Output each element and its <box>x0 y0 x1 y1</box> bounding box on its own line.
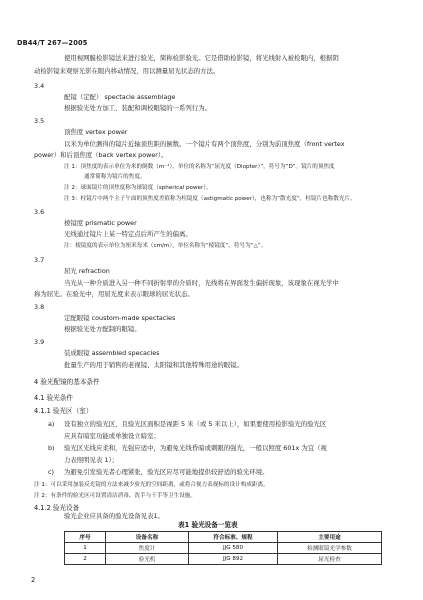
list-item: 验光区光线应柔和，光强应适中，为避免光线昏暗或刺眼的强光，一般以照度 601x 为宜（视 <box>64 444 327 452</box>
list-item: 力表照明见表 1）； <box>64 456 119 464</box>
note: 注 1：可以采用加装反光镜的方法来减少验光的空间距离，或将合视力表视标的设计构成距离。 <box>34 482 269 488</box>
table-cell: 焦度计 <box>106 543 189 554</box>
list-label: b) <box>48 444 55 452</box>
note: 注：棱镜度的表示单位为厘米每米（cm/m），单位名称为“棱镜度”，符号为“△”。 <box>64 243 267 249</box>
subsection-heading: 4.1 验光条件 <box>34 394 73 402</box>
clause-number: 3.6 <box>34 208 45 216</box>
term-definition: power）和后顶焦度（back vertex power）。 <box>34 151 168 159</box>
term-title: 棱镜度 prismatic power <box>64 219 137 227</box>
table-row <box>65 543 382 554</box>
term-definition: 根据验光处方加工、装配和调校眼镜的一系列行为。 <box>64 104 211 112</box>
table-cell: JJG 580 <box>189 543 278 554</box>
equipment-table <box>64 531 382 565</box>
note: 注 3：柱镜片中两个主子午面的顶焦度差值称为柱镜度（astigmatic power），也称为“散光度”，柱镜片也称散光片。 <box>64 196 356 202</box>
clause-number: 3.4 <box>34 82 45 90</box>
term-definition: 批量生产的用于销售的老视镜、太阳镜和其他特殊用途的眼镜。 <box>64 361 243 369</box>
term-title: 顶焦度 vertex power <box>64 128 128 136</box>
table-header-cell: 设备名称 <box>106 532 189 543</box>
clause-number: 3.5 <box>34 117 45 125</box>
table-cell: 验光机 <box>106 554 189 565</box>
table-cell: 1 <box>65 543 106 554</box>
note: 注 2：有条件的验光区可设置清洁消毒、洗手与干手等卫生设施。 <box>34 493 196 499</box>
table-header-cell: 序号 <box>65 532 106 543</box>
term-definition: 光线通过镜片上某一特定点后所产生的偏离。 <box>64 230 192 238</box>
table-header-cell: 主要用途 <box>278 532 382 543</box>
table-cell: 检测眼镜光学参数 <box>278 543 382 554</box>
term-title: 配镜（定配） spectacle assemblage <box>64 93 176 101</box>
table-cell: 2 <box>65 554 106 565</box>
standard-header: DB44/T 267—2005 <box>17 39 88 47</box>
term-definition: 以米为单位测得的镜片近轴顶焦距的倒数。一个镜片有两个顶焦度，分别为前顶焦度（front vertex <box>64 140 345 148</box>
clause-number: 3.9 <box>34 338 45 346</box>
list-item: 为避免引发验光者心理紧张，验光区应尽可能地提供较舒适的验光环境。 <box>64 468 269 476</box>
subsection-heading: 4.1.1 验光区（室） <box>34 407 93 415</box>
term-title: 屈光 refraction <box>64 267 110 275</box>
page-number: 2 <box>31 576 36 584</box>
list-item: 设有独立的验光区，且验光区面积是视距 5 米（或 5 米以上），如果要使用检影验光的验光区 <box>64 420 327 428</box>
table-cell: JJG 892 <box>189 554 278 565</box>
note: 通常简称为镜片的焦度。 <box>84 174 146 180</box>
table-row <box>65 554 382 565</box>
note: 注 2：球面镜片的顶焦度称为球镜度（spherical power）。 <box>64 185 212 191</box>
term-definition: 称为屈光。在验光中，用屈光度来表示眼球的屈光状态。 <box>34 290 194 298</box>
table-header-cell: 符合标准、规程 <box>189 532 278 543</box>
list-label: a) <box>48 420 55 428</box>
table-cell: 屈光检查 <box>278 554 382 565</box>
section-heading: 4 验光配镜的基本条件 <box>34 378 100 386</box>
intro-line-1: 使用视网膜检影镜法来进行验光，简称检影验光。它是借助检影镜，将光线射入被检眼内，根据阴 <box>64 54 339 62</box>
term-definition: 根据验光处方配制的眼镜。 <box>64 325 141 333</box>
term-definition: 当光从一种介质进入另一种不同折射率的介质时，光线将在界面发生偏折现象，该现象在视光学中 <box>64 279 339 287</box>
subsection-heading: 4.1.2 验光设备 <box>34 504 80 512</box>
paragraph: 验光企业应具备的验光设备见表1。 <box>64 512 164 520</box>
table-header-row <box>65 532 382 543</box>
note: 注 1：顶焦度的表示单位为米的倒数（m⁻¹），单位的名称为“屈光度（Diopter）”，符号为“D”。镜片的顶焦度 <box>64 164 335 170</box>
list-label: c) <box>48 468 55 476</box>
clause-number: 3.8 <box>34 303 45 311</box>
term-title: 定配眼镜 coustom-made spectacles <box>64 314 176 322</box>
intro-line-2: 动检影镜来观察光影在眼内移动情况，用以测量屈光状态的方法。 <box>34 67 220 75</box>
term-title: 装成眼镜 assembled specacles <box>64 349 160 357</box>
table-caption: 表1 验光设备一览表 <box>178 521 238 529</box>
clause-number: 3.7 <box>34 256 45 264</box>
list-item: 应具有暗室功能或单独设立暗室； <box>64 432 160 440</box>
